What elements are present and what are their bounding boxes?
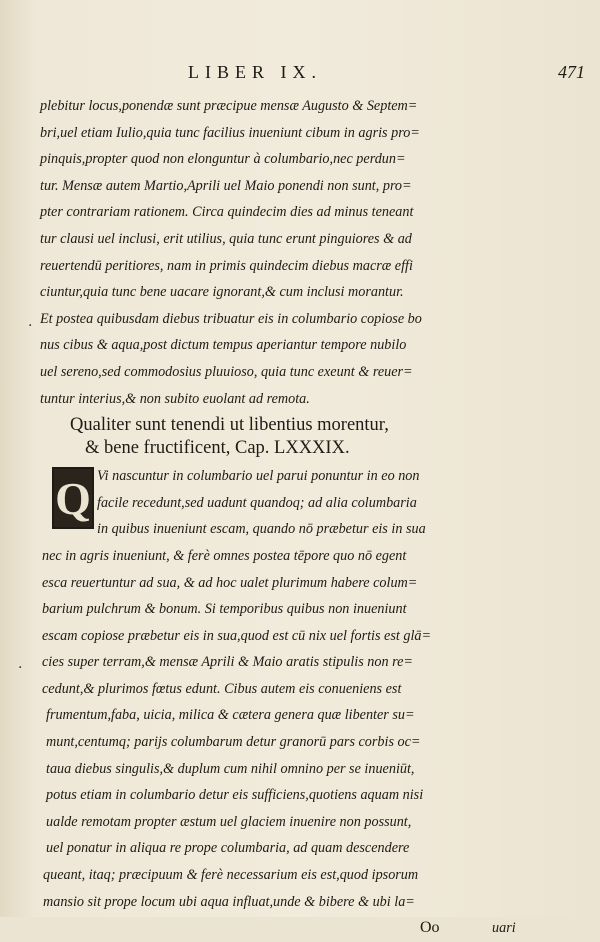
text-line: facile recedunt,sed uadunt quandoq; ad alia columbaria	[97, 494, 417, 511]
text-line: uel ponatur in aliqua re prope columbaria, ad quam descendere	[46, 840, 410, 857]
signature-mark: Oo	[420, 919, 440, 937]
text-line: Vi nascuntur in columbario uel parui ponuntur in eo non	[97, 468, 420, 485]
text-line: uel sereno,sed commodosius pluuioso, quia tunc exeunt & reuer=	[40, 363, 413, 380]
text-line: nec in agris inueniunt, & ferè omnes postea tēpore quo nō egent	[42, 547, 407, 564]
text-line: ciuntur,quia tunc bene uacare ignorant,& cum inclusi morantur.	[40, 284, 404, 301]
paragraph-2	[40, 463, 590, 915]
text-line: munt,centumq; parijs columbarum detur granorū pars corbis oc=	[46, 734, 421, 751]
text-line: taua diebus singulis,& duplum cum nihil omnino per se inueniūt,	[46, 760, 415, 777]
text-line: pter contrariam rationem. Circa quindecim dies ad minus teneant	[40, 204, 414, 221]
text-line: Et postea quibusdam diebus tribuatur eis in columbario copiose bo	[40, 310, 422, 327]
margin-mark-icon: ·	[18, 660, 23, 676]
text-line: ualde remotam propter æstum uel glaciem inuenire non possunt,	[46, 813, 412, 830]
decorated-initial: Q	[52, 467, 94, 529]
text-line: nus cibus & aqua,post dictum tempus aperiantur tempore nubilo	[40, 337, 407, 354]
text-line: frumentum,faba, uicia, milica & cætera genera quæ libenter su=	[46, 707, 415, 724]
margin-mark-icon: ·	[28, 318, 33, 334]
text-line: cedunt,& plurimos fœtus edunt. Cibus autem eis conueniens est	[42, 680, 402, 697]
text-line: in quibus inueniunt escam, quando nō præbetur eis in sua	[97, 521, 426, 538]
text-line: tur clausi uel inclusi, erit utilius, quia tunc erunt pinguiores & ad	[40, 230, 412, 247]
catchline	[40, 915, 590, 942]
text-line: tuntur interius,& non subito euolant ad remota.	[40, 390, 310, 407]
text-line: cies super terram,& mensæ Aprili & Maio aratis stipulis non re=	[42, 654, 413, 671]
text-block	[40, 93, 590, 942]
text-line: queant, itaq; præcipuum & ferè necessarium eis est,quod ipsorum	[43, 867, 419, 884]
page-number: 471	[558, 62, 585, 82]
text-line: bri,uel etiam Iulio,quia tunc facilius inueniunt cibum in agris pro=	[40, 124, 420, 141]
text-line: escam copiose præbetur eis in sua,quod est cū nix uel fortis est glā=	[42, 627, 432, 644]
text-line: tur. Mensæ autem Martio,Aprili uel Maio ponendi non sunt, pro=	[40, 177, 412, 194]
text-line: plebitur locus,ponendæ sunt præcipue mensæ Augusto & Septem=	[40, 98, 418, 114]
text-line: esca reuertuntur ad sua, & ad hoc ualet plurimum habere colum=	[42, 574, 418, 591]
chapter-heading-line-2: & bene fructificent, Cap. LXXXIX.	[85, 438, 350, 459]
running-head: LIBER IX.	[188, 62, 322, 82]
chapter-heading	[40, 414, 590, 460]
text-line: mansio sit prope locum ubi aqua influat,unde & bibere & ubi la=	[43, 893, 415, 910]
catchword: uari	[492, 920, 516, 937]
text-line: barium pulchrum & bonum. Si temporibus quibus non inueniunt	[42, 601, 407, 618]
chapter-heading-line-1: Qualiter sunt tenendi ut libentius morentur,	[70, 415, 389, 436]
text-line: potus etiam in columbario detur eis sufficiens,quotiens aquam nisi	[46, 787, 424, 804]
text-line: reuertendū peritiores, nam in primis quindecim diebus macræ effi	[40, 257, 413, 274]
paragraph-1	[40, 93, 590, 412]
page-header	[40, 62, 585, 88]
text-line: pinquis,propter quod non elonguntur à columbario,nec perdun=	[40, 151, 406, 168]
